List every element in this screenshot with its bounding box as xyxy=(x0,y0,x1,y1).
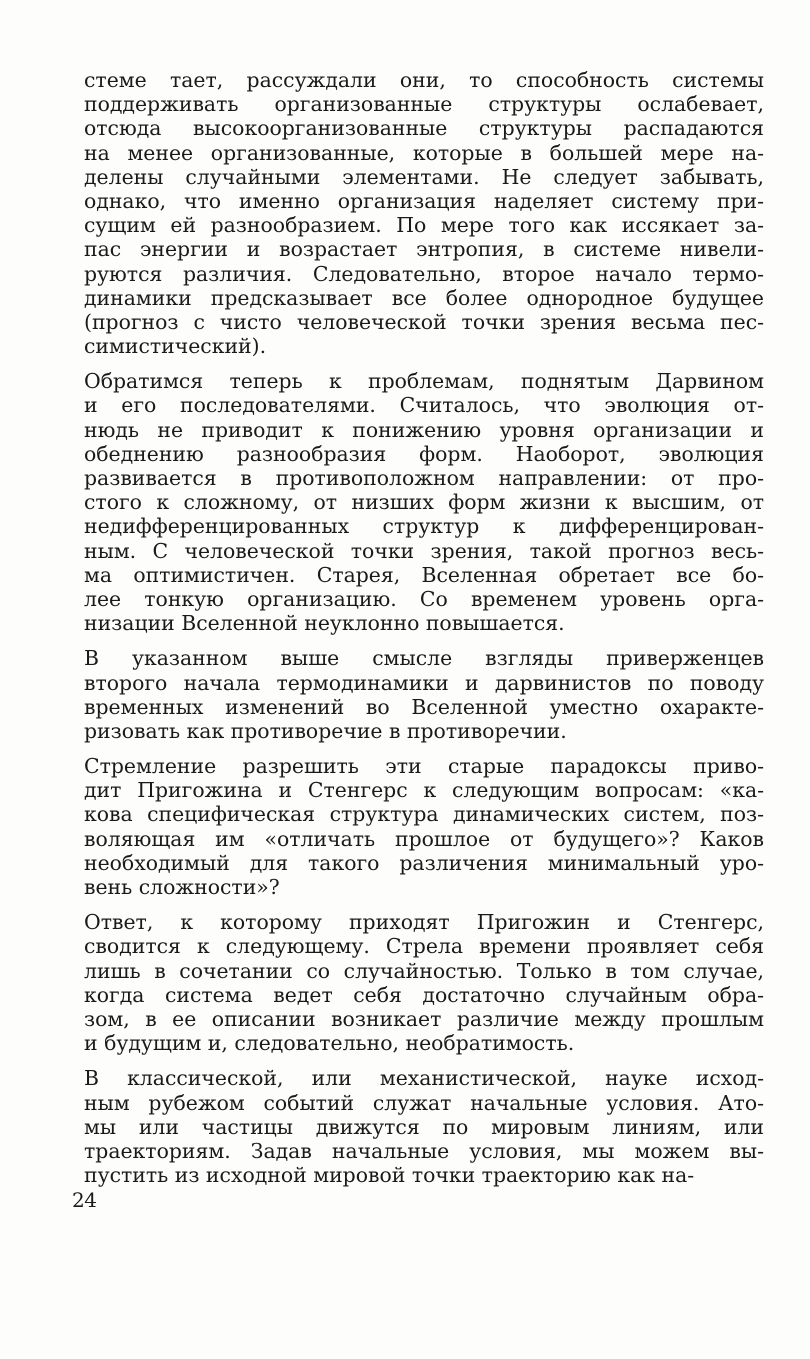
text-line: однако, что именно организация наделяет систему при- xyxy=(84,188,764,213)
text-line: дит Пригожина и Стенгерс к следующим вопросам: «ка- xyxy=(84,778,764,803)
text-line: делены случайными элементами. Не следует забывать, xyxy=(84,164,764,189)
text-line: и его последователями. Считалось, что эволюция от- xyxy=(84,393,764,418)
text-line: (прогноз с чисто человеческой точки зрения весьма пес- xyxy=(84,309,764,334)
paragraph xyxy=(84,646,764,743)
text-line: В указанном выше смысле взгляды приверженцев xyxy=(84,646,764,671)
text-line: стеме тает, рассуждали они, то способность системы xyxy=(84,68,764,92)
text-line: обеднению разнообразия форм. Наоборот, эволюция xyxy=(84,441,764,466)
text-line: лее тонкую организацию. Со временем уровень орга- xyxy=(84,586,764,611)
text-line: нюдь не приводит к понижению уровня организации и xyxy=(84,417,764,442)
text-line: симистический). xyxy=(84,334,267,359)
paragraph xyxy=(84,1066,764,1187)
text-line: ным рубежом событий служат начальные условия. Ато- xyxy=(84,1090,764,1115)
text-line: кова специфическая структура динамических систем, поз- xyxy=(84,802,764,827)
text-line: поддерживать организованные структуры ослабевает, xyxy=(84,92,764,117)
text-line: руются различия. Следовательно, второе начало термо- xyxy=(84,261,764,286)
text-line: Ответ, к которому приходят Пригожин и Стенгерс, xyxy=(84,910,764,935)
text-line: зом, в ее описании возникает различие между прошлым xyxy=(84,1006,764,1031)
paragraph xyxy=(84,910,764,1055)
text-line: временных изменений во Вселенной уместно охаракте- xyxy=(84,694,764,719)
text-line: динамики предсказывает все более однородное будущее xyxy=(84,285,764,310)
text-line: Стремление разрешить эти старые парадоксы приво- xyxy=(84,754,764,779)
text-line: пас энергии и возрастает энтропия, в системе нивели- xyxy=(84,237,764,262)
text-line: ризовать как противоречие в противоречии. xyxy=(84,718,567,743)
body-text xyxy=(84,68,764,1187)
text-line: сводится к следующему. Стрела времени проявляет себя xyxy=(84,934,764,959)
text-line: В классической, или механистической, науке исход- xyxy=(84,1066,764,1091)
paragraph xyxy=(84,754,764,899)
text-line: ма оптимистичен. Старея, Вселенная обретает все бо- xyxy=(84,562,764,587)
text-line: вень сложности»? xyxy=(84,875,280,899)
paragraph xyxy=(84,369,764,635)
text-line: траекториям. Задав начальные условия, мы можем вы- xyxy=(84,1138,764,1163)
text-line: стого к сложному, от низших форм жизни к высшим, от xyxy=(84,490,764,515)
text-line: низации Вселенной неуклонно повышается. xyxy=(84,611,565,636)
text-line: воляющая им «отличать прошлое от будущего»? Каков xyxy=(84,826,764,851)
text-line: пустить из исходной мировой точки траекторию как на- xyxy=(84,1163,695,1188)
text-line: недифференцированных структур к дифференцирован- xyxy=(84,514,764,539)
text-line: ным. С человеческой точки зрения, такой прогноз весь- xyxy=(84,538,764,563)
text-line: и будущим и, следовательно, необратимость. xyxy=(84,1031,575,1056)
text-line: развивается в противоположном направлении: от про- xyxy=(84,466,764,490)
text-line: сущим ей разнообразием. По мере того как иссякает за- xyxy=(84,213,764,238)
text-line: лишь в сочетании со случайностью. Только в том случае, xyxy=(84,958,764,983)
text-line: необходимый для такого различения минимальный уро- xyxy=(84,850,764,875)
paragraph xyxy=(84,68,764,358)
text-line: мы или частицы движутся по мировым линиям, или xyxy=(84,1114,764,1139)
text-line: второго начала термодинамики и дарвинистов по поводу xyxy=(84,670,764,695)
text-line: на менее организованные, которые в большей мере на- xyxy=(84,140,764,165)
page-number: 24 xyxy=(72,1188,97,1212)
text-line: отсюда высокоорганизованные структуры распадаются xyxy=(84,116,764,141)
text-line: когда система ведет себя достаточно случайным обра- xyxy=(84,982,764,1007)
text-line: Обратимся теперь к проблемам, поднятым Дарвином xyxy=(84,369,764,394)
